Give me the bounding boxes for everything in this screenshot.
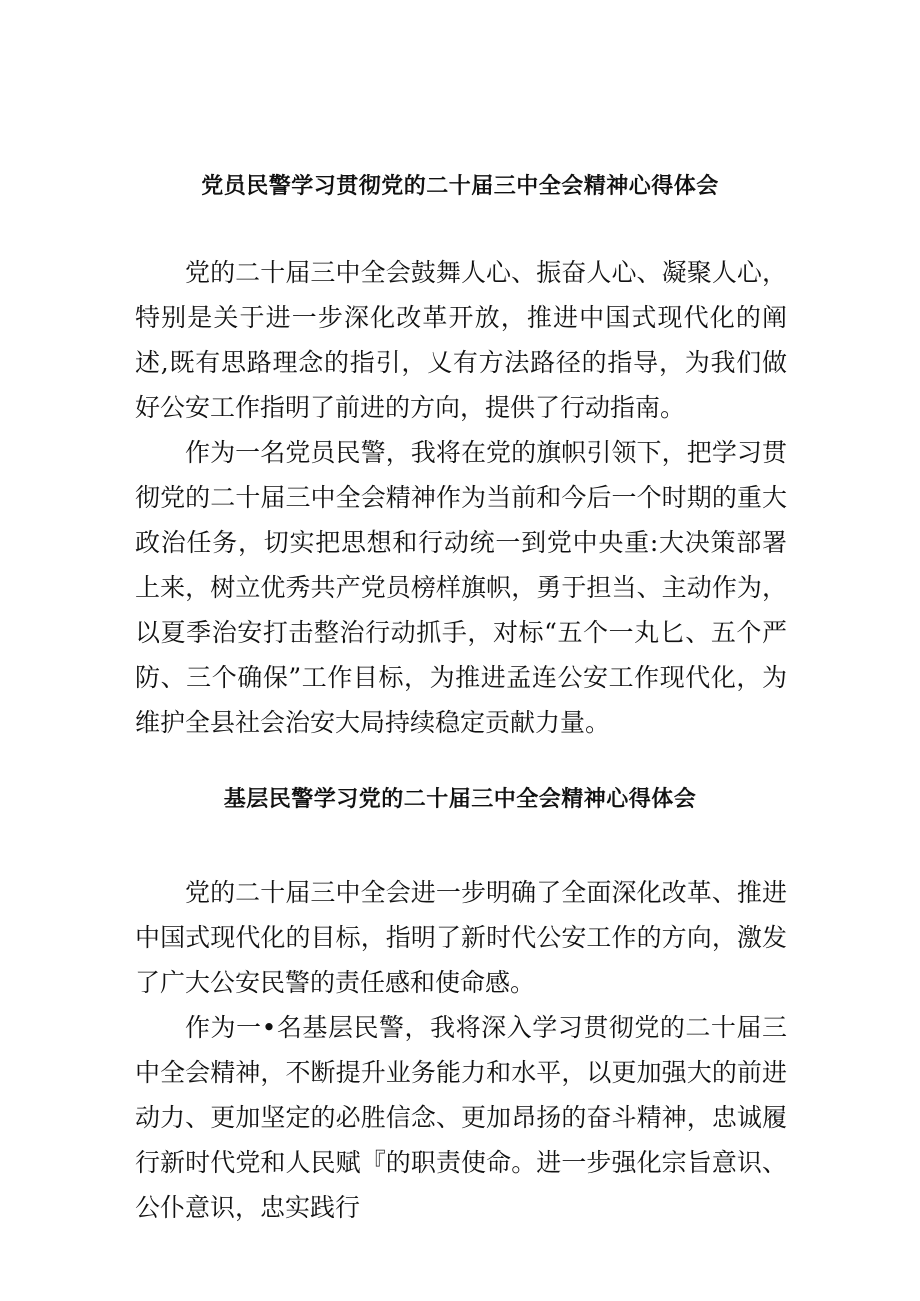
article-1-title: 党员民警学习贯彻党的二十届三中全会精神心得体会 bbox=[201, 174, 719, 199]
article-2-paragraph-2: 作为一•名基层民警，我将深入学习贯彻党的二十届三中全会精神，不断提升业务能力和水平，以更加强大的前进动力、更加坚定的必胜信念、更加昂扬的奋斗精神，忠诚履行新时代党和人民赋『的职责使命。进一步强化宗旨意识、公仆意识，忠实践行 bbox=[135, 1013, 787, 1222]
article-2-paragraph-1: 党的二十届三中全会进一步明确了全面深化改革、推进中国式现代化的目标，指明了新时代公安工作的方向，激发了广大公安民警的责任感和使命感。 bbox=[135, 878, 787, 997]
article-1-paragraph-2: 作为一名党员民警，我将在党的旗帜引领下，把学习贯彻党的二十届三中全会精神作为当前和今后一个时期的重大政治任务，切实把思想和行动统一到党中央重:大决策部署上来，树立优秀共产党员榜样旗帜，勇于担当、主动作为，以夏季治安打击整治行动抓手，对标“五个一丸匕、五个严防、三个确保”工作目标，为推进孟连公安工作现代化，为维护全县社会治安大局持续稳定贡献力量。 bbox=[135, 438, 787, 737]
article-1-paragraph-1: 党的二十届三中全会鼓舞人心、振奋人心、凝聚人心，特别是关于进一步深化改革开放，推进中国式现代化的阐述,既有思路理念的指引，乂有方法路径的指导，为我们做好公安工作指明了前进的方向，提供了行动指南。 bbox=[135, 258, 787, 422]
article-2-title: 基层民警学习党的二十届三中全会精神心得体会 bbox=[223, 787, 697, 812]
